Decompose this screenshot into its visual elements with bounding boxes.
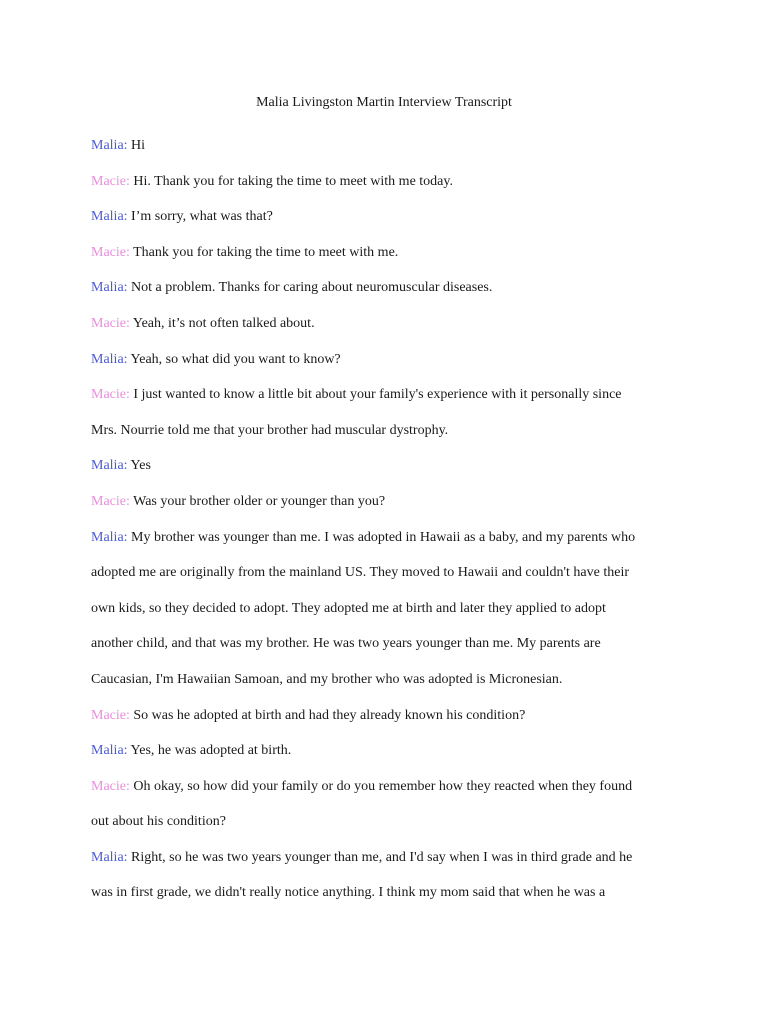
transcript-line xyxy=(91,555,691,591)
line-text: So was he adopted at birth and had they already known his condition? xyxy=(129,707,526,723)
line-text: My brother was younger than me. I was adopted in Hawaii as a baby, and my parents who xyxy=(127,529,636,545)
transcript-line xyxy=(91,199,691,235)
line-text: another child, and that was my brother. He was two years younger than me. My parents are xyxy=(91,636,601,652)
line-text: Hi. Thank you for taking the time to meet with me today. xyxy=(129,173,453,189)
transcript-line xyxy=(91,270,691,306)
transcript-line xyxy=(91,413,691,449)
transcript-line xyxy=(91,520,691,556)
transcript-line xyxy=(91,840,691,876)
transcript-line xyxy=(91,698,691,734)
speaker-label-macie: Macie: xyxy=(91,315,130,331)
speaker-label-macie: Macie: xyxy=(91,778,130,794)
speaker-label-malia: Malia: xyxy=(91,351,128,367)
line-text: Not a problem. Thanks for caring about neuromuscular diseases. xyxy=(127,280,493,296)
transcript-line xyxy=(91,377,691,413)
transcript-line xyxy=(91,448,691,484)
transcript-line xyxy=(91,235,691,271)
line-text: was in first grade, we didn't really notice anything. I think my mom said that when he was a xyxy=(91,885,606,901)
line-text: own kids, so they decided to adopt. They adopted me at birth and later they applied to adopt xyxy=(91,600,606,616)
speaker-label-malia: Malia: xyxy=(91,209,128,225)
speaker-label-macie: Macie: xyxy=(91,173,130,189)
speaker-label-malia: Malia: xyxy=(91,849,128,865)
line-text: Hi xyxy=(127,138,146,153)
speaker-label-macie: Macie: xyxy=(91,493,130,509)
line-text: Yes, he was adopted at birth. xyxy=(127,743,292,759)
speaker-label-macie: Macie: xyxy=(91,244,130,260)
speaker-label-malia: Malia: xyxy=(91,458,128,474)
line-text: Yeah, it’s not often talked about. xyxy=(129,315,315,331)
speaker-label-malia: Malia: xyxy=(91,280,128,296)
transcript-line xyxy=(91,626,691,662)
transcript-line xyxy=(91,164,691,200)
speaker-label-malia: Malia: xyxy=(91,529,128,545)
transcript-line xyxy=(91,306,691,342)
line-text: Caucasian, I'm Hawaiian Samoan, and my brother who was adopted is Micronesian. xyxy=(91,671,563,687)
line-text: out about his condition? xyxy=(91,814,226,830)
speaker-label-macie: Macie: xyxy=(91,387,130,403)
line-text: Yeah, so what did you want to know? xyxy=(127,351,341,367)
line-text: Right, so he was two years younger than me, and I'd say when I was in third grade and he xyxy=(127,849,633,865)
speaker-label-macie: Macie: xyxy=(91,707,130,723)
speaker-label-malia: Malia: xyxy=(91,138,128,153)
transcript-line xyxy=(91,804,691,840)
line-text: I just wanted to know a little bit about your family's experience with it personally since xyxy=(129,387,622,403)
line-text: I’m sorry, what was that? xyxy=(127,209,273,225)
line-text: Oh okay, so how did your family or do you remember how they reacted when they found xyxy=(129,778,633,794)
transcript-line xyxy=(91,591,691,627)
line-text: adopted me are originally from the mainland US. They moved to Hawaii and couldn't have their xyxy=(91,565,630,581)
speaker-label-malia: Malia: xyxy=(91,743,128,759)
line-text: Thank you for taking the time to meet with me. xyxy=(129,244,399,260)
transcript-body xyxy=(91,128,691,911)
transcript-line xyxy=(91,128,691,164)
document-title: Malia Livingston Martin Interview Transcript xyxy=(256,95,512,110)
transcript-line xyxy=(91,484,691,520)
transcript-line xyxy=(91,733,691,769)
line-text: Yes xyxy=(127,458,151,474)
transcript-line xyxy=(91,769,691,805)
line-text: Was your brother older or younger than you? xyxy=(129,493,386,509)
transcript-line xyxy=(91,875,691,911)
transcript-line xyxy=(91,342,691,378)
line-text: Mrs. Nourrie told me that your brother had muscular dystrophy. xyxy=(91,422,449,438)
transcript-line xyxy=(91,662,691,698)
